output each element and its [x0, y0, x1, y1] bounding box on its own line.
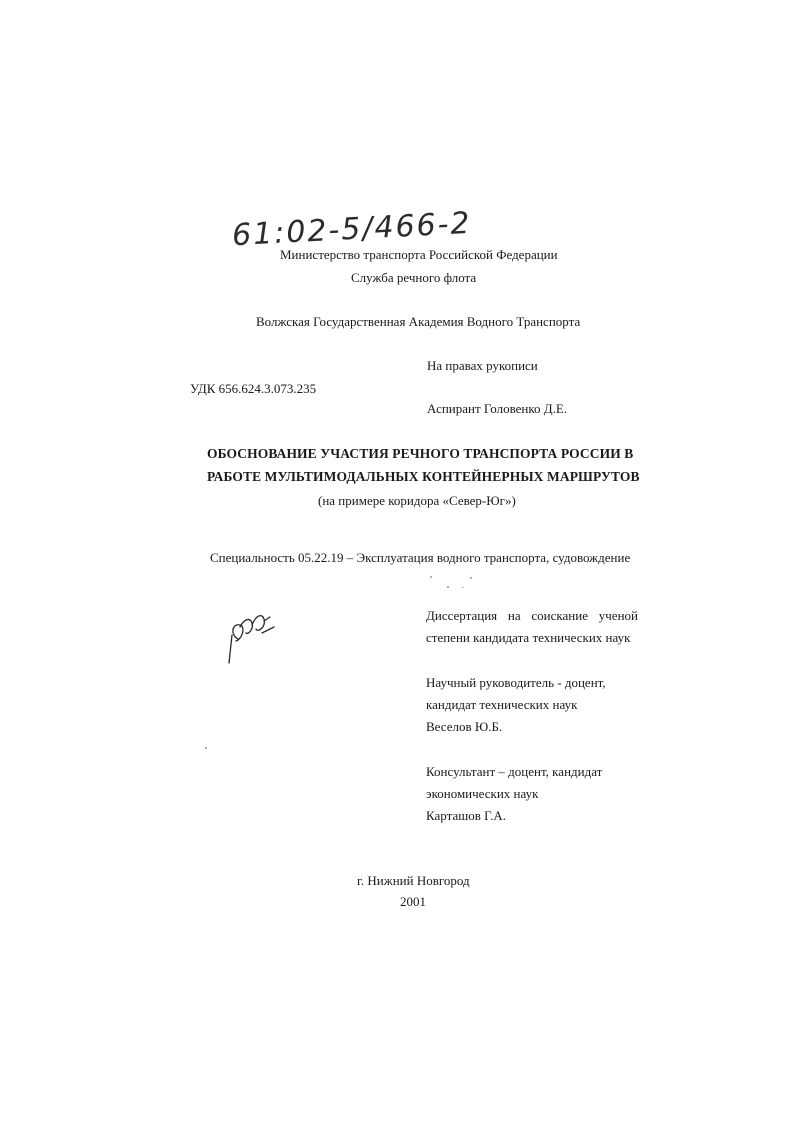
consultant-degree: экономических наук	[426, 786, 539, 801]
service-line: Служба речного флота	[351, 270, 477, 285]
academy-line: Волжская Государственная Академия Водного Транспорта	[256, 314, 581, 329]
ministry-line: Министерство транспорта Российской Федерации	[280, 247, 558, 262]
dissertation-line-1: Диссертация на соискание ученой	[426, 608, 638, 623]
scan-speck	[462, 587, 464, 588]
city-line: г. Нижний Новгород	[357, 873, 470, 888]
specialty-line: Специальность 05.22.19 – Эксплуатация водного транспорта, судовождение	[210, 550, 631, 565]
signature	[222, 605, 292, 665]
consultant-block	[426, 761, 638, 827]
supervisor-title: Научный руководитель - доцент,	[426, 675, 606, 690]
scan-speck	[430, 576, 432, 578]
udk-code: УДК 656.624.3.073.235	[190, 381, 317, 396]
thesis-subtitle: (на примере коридора «Север-Юг»)	[318, 493, 516, 508]
dissertation-line-2: степени кандидата технических наук	[426, 630, 631, 645]
year-line: 2001	[400, 894, 426, 909]
supervisor-degree: кандидат технических наук	[426, 697, 578, 712]
consultant-name: Карташов Г.А.	[426, 808, 507, 823]
scan-speck	[470, 577, 472, 579]
supervisor-block	[426, 672, 638, 738]
supervisor-name: Веселов Ю.Б.	[426, 719, 503, 734]
thesis-title-line-2: РАБОТЕ МУЛЬТИМОДАЛЬНЫХ КОНТЕЙНЕРНЫХ МАРШРУТОВ	[207, 469, 640, 484]
rights-note: На правах рукописи	[427, 358, 538, 373]
dissertation-block	[426, 605, 638, 649]
handwritten-archive-code: 61:02-5/466-2	[231, 205, 473, 254]
thesis-title-line-1: ОБОСНОВАНИЕ УЧАСТИЯ РЕЧНОГО ТРАНСПОРТА РОССИИ В	[207, 446, 634, 461]
scan-speck	[205, 747, 207, 749]
scan-speck	[447, 586, 449, 588]
author-line: Аспирант Головенко Д.Е.	[427, 401, 568, 416]
consultant-title: Консультант – доцент, кандидат	[426, 764, 603, 779]
